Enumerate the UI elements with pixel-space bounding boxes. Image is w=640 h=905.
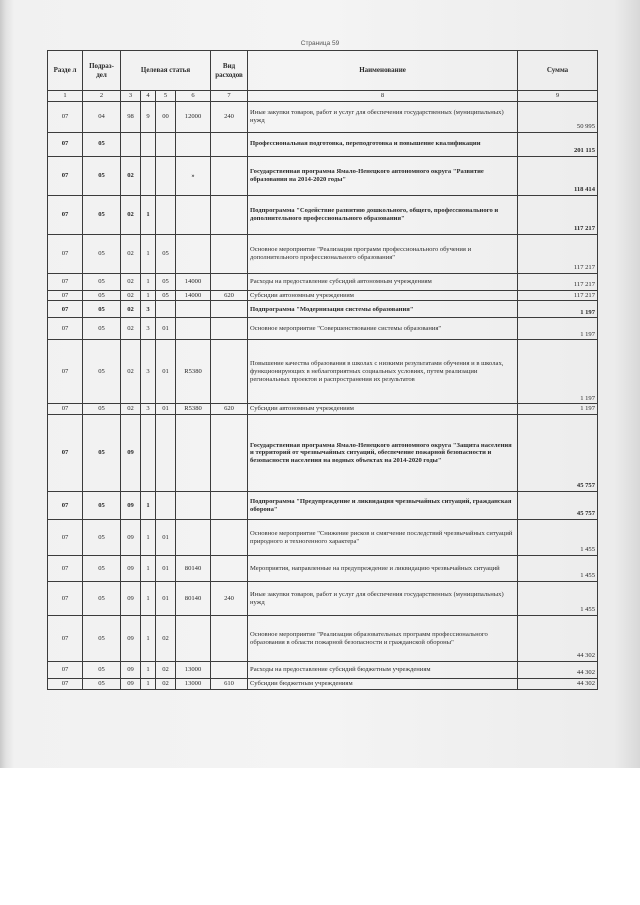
- sum-cell: 50 995: [518, 101, 598, 132]
- table-row: [48, 582, 598, 616]
- code-cell: 07: [48, 301, 83, 318]
- code-cell: 02: [156, 662, 176, 679]
- code-cell: 07: [48, 616, 83, 662]
- sum-cell: 1 197: [518, 318, 598, 340]
- code-cell: [211, 156, 248, 195]
- name-cell: Иные закупки товаров, работ и услуг для обеспечения государственных (муниципальных) нужд: [248, 582, 518, 616]
- name-cell: Государственная программа Ямало-Ненецкого автономного округа "Развитие образования на 2014-2020 годы": [248, 156, 518, 195]
- sum-cell: 201 115: [518, 132, 598, 156]
- code-cell: 80140: [176, 556, 211, 582]
- code-cell: 05: [156, 273, 176, 290]
- code-cell: 09: [121, 492, 141, 520]
- code-cell: [176, 195, 211, 234]
- sum-cell: 117 217: [518, 195, 598, 234]
- code-cell: 1: [141, 520, 156, 556]
- code-cell: 1: [141, 273, 156, 290]
- code-cell: 07: [48, 234, 83, 273]
- table-row: [48, 520, 598, 556]
- code-cell: [156, 415, 176, 492]
- table-row: [48, 318, 598, 340]
- code-cell: 07: [48, 318, 83, 340]
- code-cell: 1: [141, 492, 156, 520]
- sum-cell: 1 197: [518, 340, 598, 404]
- code-cell: 1: [141, 195, 156, 234]
- column-number: 8: [248, 91, 518, 102]
- code-cell: [211, 234, 248, 273]
- code-cell: 05: [83, 582, 121, 616]
- code-cell: 07: [48, 582, 83, 616]
- code-cell: 13000: [176, 662, 211, 679]
- name-cell: Субсидии бюджетным учреждениям: [248, 679, 518, 690]
- sum-cell: 117 217: [518, 290, 598, 301]
- table-row: [48, 195, 598, 234]
- code-cell: [176, 318, 211, 340]
- code-cell: 1: [141, 556, 156, 582]
- code-cell: 09: [121, 616, 141, 662]
- sum-cell: 118 414: [518, 156, 598, 195]
- code-cell: 07: [48, 290, 83, 301]
- table-row: [48, 340, 598, 404]
- code-cell: 240: [211, 582, 248, 616]
- code-cell: [211, 556, 248, 582]
- table-row: [48, 616, 598, 662]
- code-cell: 04: [83, 101, 121, 132]
- table-row: [48, 156, 598, 195]
- code-cell: 1: [141, 582, 156, 616]
- name-cell: Расходы на предоставление субсидий бюджетным учреждениям: [248, 662, 518, 679]
- column-number: 5: [156, 91, 176, 102]
- code-cell: 09: [121, 415, 141, 492]
- sum-cell: 45 757: [518, 415, 598, 492]
- code-cell: [156, 132, 176, 156]
- code-cell: 3: [141, 340, 156, 404]
- code-cell: [176, 132, 211, 156]
- code-cell: 01: [156, 340, 176, 404]
- table-row: [48, 415, 598, 492]
- code-cell: 01: [156, 404, 176, 415]
- code-cell: 02: [121, 318, 141, 340]
- code-cell: 07: [48, 340, 83, 404]
- sum-cell: 1 197: [518, 404, 598, 415]
- code-cell: 07: [48, 404, 83, 415]
- sum-cell: 1 455: [518, 556, 598, 582]
- code-cell: 02: [121, 156, 141, 195]
- header-razdel: Разде л: [48, 51, 83, 91]
- table-row: [48, 290, 598, 301]
- code-cell: 1: [141, 616, 156, 662]
- code-cell: [121, 132, 141, 156]
- header-naimenovanie: Наименование: [248, 51, 518, 91]
- budget-table: [47, 50, 598, 690]
- code-cell: [211, 662, 248, 679]
- code-cell: [176, 301, 211, 318]
- code-cell: R5380: [176, 404, 211, 415]
- name-cell: Основное мероприятие "Реализация программ профессионального обучения и дополнительного профессионального образования": [248, 234, 518, 273]
- code-cell: 05: [83, 290, 121, 301]
- code-cell: 12000: [176, 101, 211, 132]
- code-cell: [156, 492, 176, 520]
- table-row: [48, 273, 598, 290]
- code-cell: 07: [48, 415, 83, 492]
- name-cell: Расходы на предоставление субсидий автономным учреждениям: [248, 273, 518, 290]
- table-row: [48, 404, 598, 415]
- code-cell: 02: [156, 616, 176, 662]
- code-cell: 07: [48, 273, 83, 290]
- name-cell: Иные закупки товаров, работ и услуг для обеспечения государственных (муниципальных) нужд: [248, 101, 518, 132]
- code-cell: 1: [141, 290, 156, 301]
- column-number-row: [48, 91, 598, 102]
- code-cell: 05: [83, 679, 121, 690]
- code-cell: 01: [156, 318, 176, 340]
- code-cell: 07: [48, 195, 83, 234]
- column-number: 7: [211, 91, 248, 102]
- code-cell: [156, 195, 176, 234]
- code-cell: 01: [156, 520, 176, 556]
- code-cell: 05: [83, 273, 121, 290]
- code-cell: 3: [141, 404, 156, 415]
- code-cell: 05: [83, 616, 121, 662]
- name-cell: Мероприятия, направленные на предупреждение и ликвидацию чрезвычайных ситуаций: [248, 556, 518, 582]
- stray-mark-cell: [176, 156, 211, 195]
- sum-cell: 1 197: [518, 301, 598, 318]
- header-vid-rashodov: Вид расходов: [211, 51, 248, 91]
- table-row: [48, 662, 598, 679]
- table-row: [48, 492, 598, 520]
- code-cell: 07: [48, 492, 83, 520]
- code-cell: [176, 415, 211, 492]
- code-cell: 1: [141, 679, 156, 690]
- code-cell: 07: [48, 132, 83, 156]
- column-number: 2: [83, 91, 121, 102]
- sum-cell: 117 217: [518, 234, 598, 273]
- table-row: [48, 101, 598, 132]
- code-cell: [156, 156, 176, 195]
- code-cell: 05: [83, 520, 121, 556]
- code-cell: 07: [48, 520, 83, 556]
- code-cell: 07: [48, 101, 83, 132]
- header-podrazdel: Подраз- дел: [83, 51, 121, 91]
- code-cell: 05: [83, 415, 121, 492]
- table-row: [48, 556, 598, 582]
- sum-cell: 44 302: [518, 616, 598, 662]
- column-number: 9: [518, 91, 598, 102]
- code-cell: 07: [48, 156, 83, 195]
- code-cell: 620: [211, 404, 248, 415]
- header-summa: Сумма: [518, 51, 598, 91]
- code-cell: 09: [121, 582, 141, 616]
- code-cell: 02: [156, 679, 176, 690]
- code-cell: 13000: [176, 679, 211, 690]
- code-cell: 05: [83, 318, 121, 340]
- name-cell: Государственная программа Ямало-Ненецкого автономного округа "Защита населения и территорий от чрезвычайных ситуаций, обеспечение пожарной безопасности и безопасности населения на водных объектах на 2014-2020 годы": [248, 415, 518, 492]
- code-cell: R5380: [176, 340, 211, 404]
- code-cell: 80140: [176, 582, 211, 616]
- column-number: 3: [121, 91, 141, 102]
- code-cell: [211, 132, 248, 156]
- code-cell: [211, 301, 248, 318]
- code-cell: 05: [83, 156, 121, 195]
- table-row: [48, 234, 598, 273]
- code-cell: 09: [121, 662, 141, 679]
- code-cell: [141, 415, 156, 492]
- code-cell: 05: [156, 290, 176, 301]
- name-cell: Основное мероприятие "Совершенствование системы образования": [248, 318, 518, 340]
- code-cell: 05: [83, 340, 121, 404]
- code-cell: 02: [121, 340, 141, 404]
- table-row: [48, 132, 598, 156]
- code-cell: [156, 301, 176, 318]
- code-cell: [211, 616, 248, 662]
- code-cell: 1: [141, 234, 156, 273]
- code-cell: 02: [121, 195, 141, 234]
- code-cell: [211, 195, 248, 234]
- code-cell: [176, 616, 211, 662]
- table-row: [48, 301, 598, 318]
- code-cell: 09: [121, 556, 141, 582]
- code-cell: 14000: [176, 290, 211, 301]
- code-cell: 07: [48, 679, 83, 690]
- sum-cell: 117 217: [518, 273, 598, 290]
- sum-cell: 44 302: [518, 679, 598, 690]
- name-cell: Подпрограмма "Предупреждение и ликвидация чрезвычайных ситуаций, гражданская оборона": [248, 492, 518, 520]
- code-cell: [211, 520, 248, 556]
- code-cell: 14000: [176, 273, 211, 290]
- code-cell: [141, 132, 156, 156]
- sum-cell: 45 757: [518, 492, 598, 520]
- code-cell: 05: [83, 301, 121, 318]
- code-cell: 07: [48, 662, 83, 679]
- code-cell: 98: [121, 101, 141, 132]
- code-cell: [211, 492, 248, 520]
- code-cell: [211, 273, 248, 290]
- header-celevaya-statya: Целевая статья: [121, 51, 211, 91]
- code-cell: 3: [141, 301, 156, 318]
- code-cell: [176, 520, 211, 556]
- code-cell: 01: [156, 556, 176, 582]
- code-cell: 09: [121, 679, 141, 690]
- code-cell: 02: [121, 301, 141, 318]
- name-cell: Профессиональная подготовка, переподготовка и повышение квалификации: [248, 132, 518, 156]
- code-cell: 05: [83, 234, 121, 273]
- code-cell: 07: [48, 556, 83, 582]
- sum-cell: 1 455: [518, 582, 598, 616]
- code-cell: 05: [83, 404, 121, 415]
- name-cell: Подпрограмма "Содействие развитию дошкольного, общего, профессионального и дополнительного профессионального образования": [248, 195, 518, 234]
- code-cell: [211, 415, 248, 492]
- code-cell: 02: [121, 404, 141, 415]
- code-cell: 610: [211, 679, 248, 690]
- table-row: [48, 679, 598, 690]
- code-cell: 02: [121, 273, 141, 290]
- code-cell: 02: [121, 234, 141, 273]
- sum-cell: 44 302: [518, 662, 598, 679]
- code-cell: 9: [141, 101, 156, 132]
- code-cell: 05: [83, 195, 121, 234]
- code-cell: 1: [141, 662, 156, 679]
- code-cell: 00: [156, 101, 176, 132]
- sum-cell: 1 455: [518, 520, 598, 556]
- code-cell: 05: [83, 662, 121, 679]
- code-cell: [211, 318, 248, 340]
- code-cell: 3: [141, 318, 156, 340]
- code-cell: 02: [121, 290, 141, 301]
- page-label: Страница 59: [300, 40, 340, 47]
- column-number: 4: [141, 91, 156, 102]
- code-cell: 05: [83, 556, 121, 582]
- stray-mark: »: [191, 172, 195, 179]
- column-number: 1: [48, 91, 83, 102]
- name-cell: Повышение качества образования в школах с низкими результатами обучения и в школах, функционирующих в неблагоприятных социальных условиях, путем реализации региональных проектов и распространения их результатов: [248, 340, 518, 404]
- code-cell: [211, 340, 248, 404]
- code-cell: 09: [121, 520, 141, 556]
- code-cell: [141, 156, 156, 195]
- name-cell: Субсидии автономным учреждениям: [248, 290, 518, 301]
- code-cell: [176, 492, 211, 520]
- code-cell: 05: [156, 234, 176, 273]
- name-cell: Подпрограмма "Модернизация системы образования": [248, 301, 518, 318]
- code-cell: 620: [211, 290, 248, 301]
- code-cell: 01: [156, 582, 176, 616]
- code-cell: 240: [211, 101, 248, 132]
- column-number: 6: [176, 91, 211, 102]
- code-cell: 05: [83, 132, 121, 156]
- name-cell: Основное мероприятие "Снижение рисков и смягчение последствий чрезвычайных ситуаций природного и техногенного характера": [248, 520, 518, 556]
- name-cell: Основное мероприятие "Реализация образовательных программ профессионального образования в области пожарной безопасности и гражданской обороны": [248, 616, 518, 662]
- code-cell: [176, 234, 211, 273]
- name-cell: Субсидии автономным учреждениям: [248, 404, 518, 415]
- code-cell: 05: [83, 492, 121, 520]
